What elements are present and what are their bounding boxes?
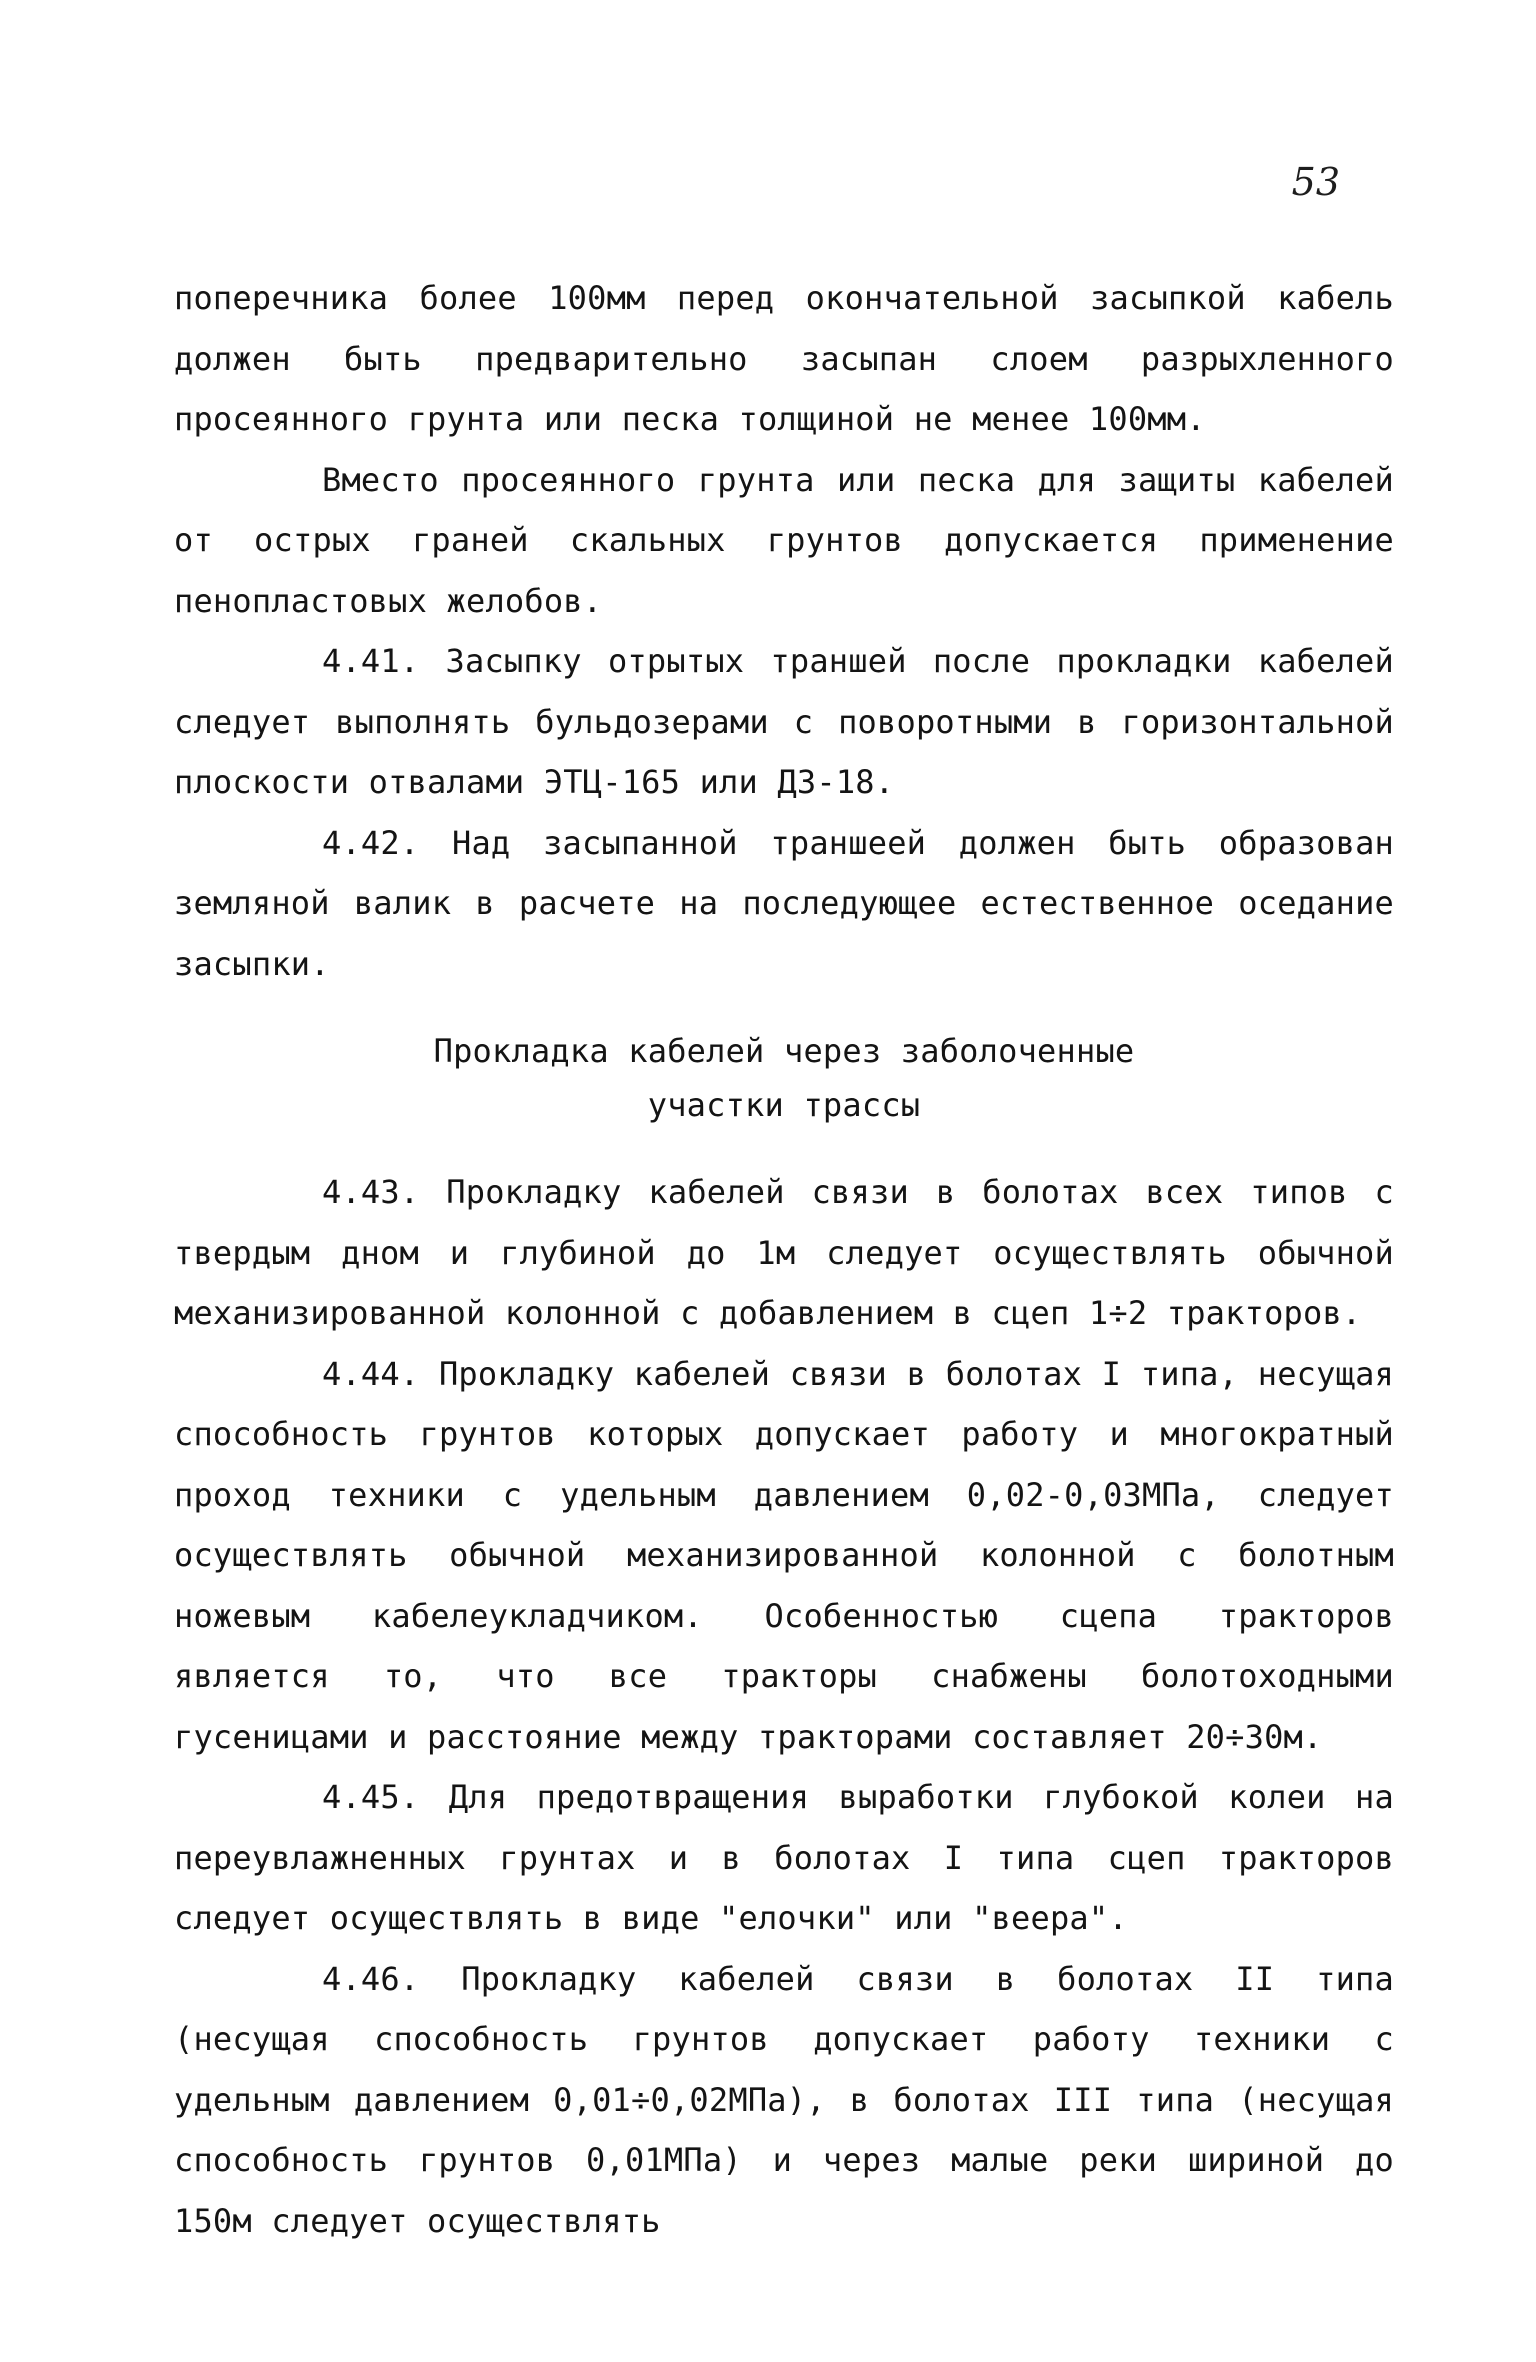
section-heading-line-2: участки трассы [647, 1086, 921, 1124]
page-body [174, 268, 1394, 2251]
paragraph-continuation: поперечника более 100мм перед окончательной засыпкой кабель должен быть предварительно засыпан слоем разрыхленного просеянного грунта или песка толщиной не менее 100мм. [174, 279, 1394, 438]
paragraph-4-42: 4.42. Над засыпанной траншеей должен быть образован земляной валик в расчете на последующее естественное оседание засыпки. [174, 823, 1394, 983]
section-heading-line-1: Прокладка кабелей через заболоченные [433, 1032, 1135, 1070]
paragraph-4-44: 4.44. Прокладку кабелей связи в болотах I типа, несущая способность грунтов которых допускает работу и многократный проход техники с удельным давлением 0,02-0,03МПа, следует осуществлять обычной механизированной колонной с болотным ножевым кабелеукладчиком. Особенностью сцепа тракторов является то, что все тракторы снабжены болотоходными гусеницами и расстояние между тракторами составляет 20÷30м. [174, 1354, 1394, 1756]
paragraph-4-45: 4.45. Для предотвращения выработки глубокой колеи на переувлажненных грунтах и в болотах I типа сцеп тракторов следует осуществлять в виде "елочки" или "веера". [174, 1778, 1394, 1937]
section-heading [174, 1024, 1394, 1132]
paragraph-alternative-protection: Вместо просеянного грунта или песка для защиты кабелей от острых граней скальных грунтов допускается применение пенопластовых желобов. [174, 460, 1394, 620]
paragraph-4-43: 4.43. Прокладку кабелей связи в болотах всех типов с твердым дном и глубиной до 1м следует осуществлять обычной механизированной колонной с добавлением в сцеп 1÷2 тракторов. [174, 1173, 1394, 1332]
paragraph-4-46: 4.46. Прокладку кабелей связи в болотах II типа (несущая способность грунтов допускает работу техники с удельным давлением 0,01÷0,02МПа), в болотах III типа (несущая способность грунтов 0,01МПа) и через малые реки шириной до 150м следует осуществлять [174, 1959, 1394, 2240]
paragraph-4-41: 4.41. Засыпку отрытых траншей после прокладки кабелей следует выполнять бульдозерами с поворотными в горизонтальной плоскости отвалами ЭТЦ-165 или ДЗ-18. [174, 642, 1394, 801]
page-number: 53 [1291, 160, 1340, 204]
